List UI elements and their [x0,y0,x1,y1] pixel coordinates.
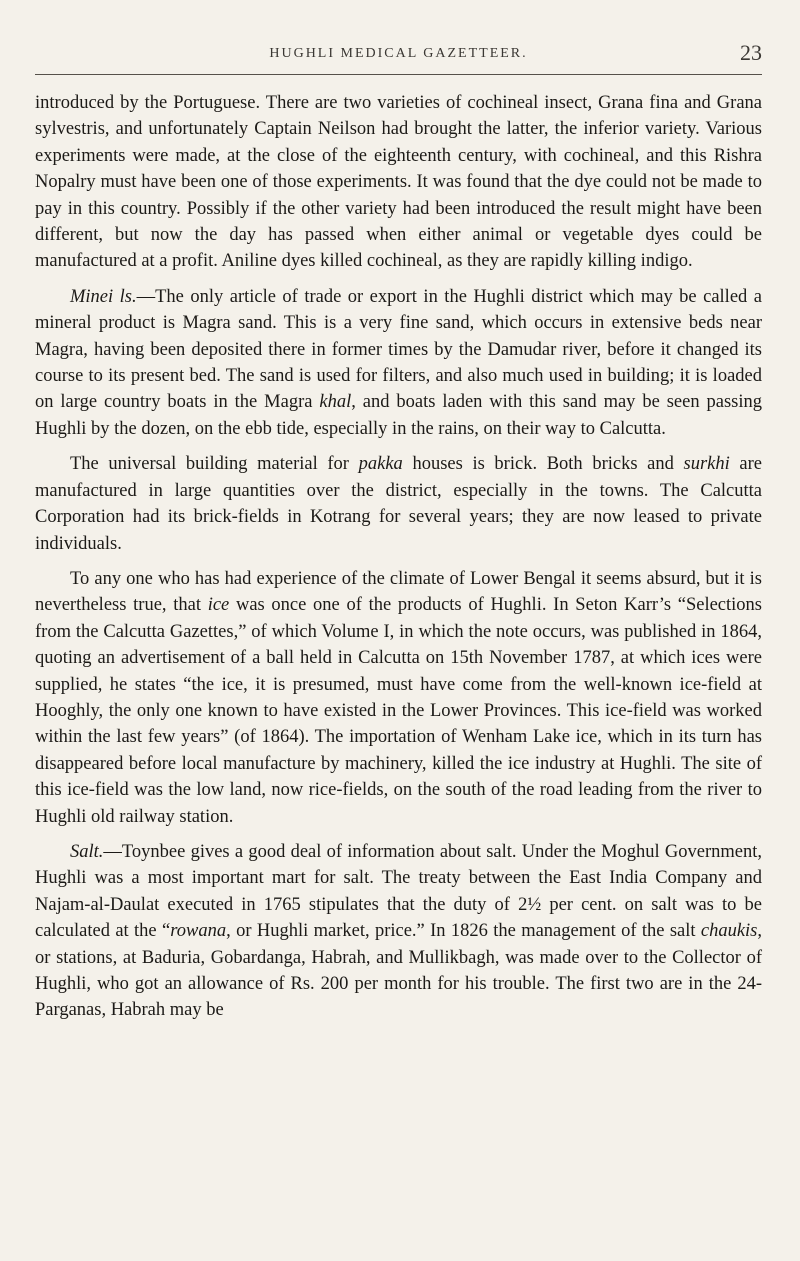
term-ice: ice [207,595,230,616]
running-head [35,40,762,70]
term-pakka: pakka [358,454,403,475]
term-surkhi: surkhi [683,454,730,475]
paragraph-text: are manufactured in large quantities over the district, especially in the towns. The Calcutta Corporation had its brick-fields in Kotrang for several years; they are now leased to private individuals. [35,454,763,554]
term-khal: khal [319,392,352,413]
paragraph-text: houses is brick. Both bricks and [402,454,684,475]
term-chaukis: chaukis [700,921,758,942]
paragraph-text: To any one who has had experience of the climate of Lower Bengal it seems absurd, but it is nevertheless true, that [35,568,762,616]
paragraph-text: —The only article of trade or export in the Hughli district which may be called a mineral product is Magra sand. This is a very fine sand, which occurs in extensive beds near Magra, having been deposited there in former times by the Damudar river, before it changed its course to its present bed. The sand is used for filters, and also much used in building; it is loaded on large country boats in the Magra [35,286,762,413]
paragraph-text: was once one of the products of Hughli. In Seton Karr’s “Selections from the Calcutta Gazettes,” of which Volume I, in which the note occurs, was published in 1864, quoting an advertisement of a ball held in Calcutta on 15th November 1787, at which ices were supplied, he states “the ice, it is presumed, must have come from the well-known ice-field at Hooghly, the only one known to have existed in the Lower Provinces. This ice-field was worked within the last few years” (of 1864). The importation of Wenham Lake ice, which in its turn has disappeared before local manufacture by machinery, killed the ice industry at Hughli. The site of this ice-field was the low land, now rice-fields, on the south of the road leading from the river to Hughli old railway station. [35,595,762,827]
header-rule [35,74,762,75]
term-rowana: rowana [170,921,227,942]
paragraph-text: —Toynbee gives a good deal of information about salt. Under the Moghul Government, Hughli was a most important mart for salt. The treaty between the East India Company and Najam-al-Daulat executed in 1765 stipulates that the duty of 2½ per cent. on salt was to be calculated at the “ [35,841,762,942]
paragraph-cochineal [35,90,762,275]
paragraph-text: , and boats laden with this sand may be seen passing Hughli by the dozen, on the ebb tide, especially in the rains, on their way to Calcutta. [35,392,762,439]
body-text [35,90,762,1024]
paragraph-minerals [35,284,762,442]
section-heading-salt: Salt. [70,841,104,862]
paragraph-salt [35,839,762,1024]
paragraph-text: , or stations, at Baduria, Gobardanga, Habrah, and Mullikbagh, was made over to the Collector of Hughli, who got an allowance of Rs. 200 per month for his trouble. The first two are in the 24-Parganas, Habrah may be [35,921,763,1021]
section-heading-minerals: Minei ls. [70,286,137,307]
paragraph-text: , or Hughli market, price.” In 1826 the management of the salt [226,921,701,942]
paragraph-text: The universal building material for [70,454,359,475]
running-title: HUGHLI MEDICAL GAZETTEER. [269,46,528,61]
paragraph-ice [35,566,762,830]
paragraph-bricks [35,451,762,557]
page-number: 23 [740,40,762,65]
paragraph-text: introduced by the Portuguese. There are two varieties of cochineal insect, Grana fina and Grana sylvestris, and unfortunately Captain Neilson had brought the latter, the inferior variety. Various experiments were made, at the close of the eighteenth century, with cochineal, and this Rishra Nopalry must have been one of those experiments. It was found that the dye could not be made to pay in this country. Possibly if the other variety had been introduced the result might have been different, but now the day has passed when either animal or vegetable dyes could be manufactured at a profit. Aniline dyes killed cochineal, as they are rapidly killing indigo. [35,93,762,272]
